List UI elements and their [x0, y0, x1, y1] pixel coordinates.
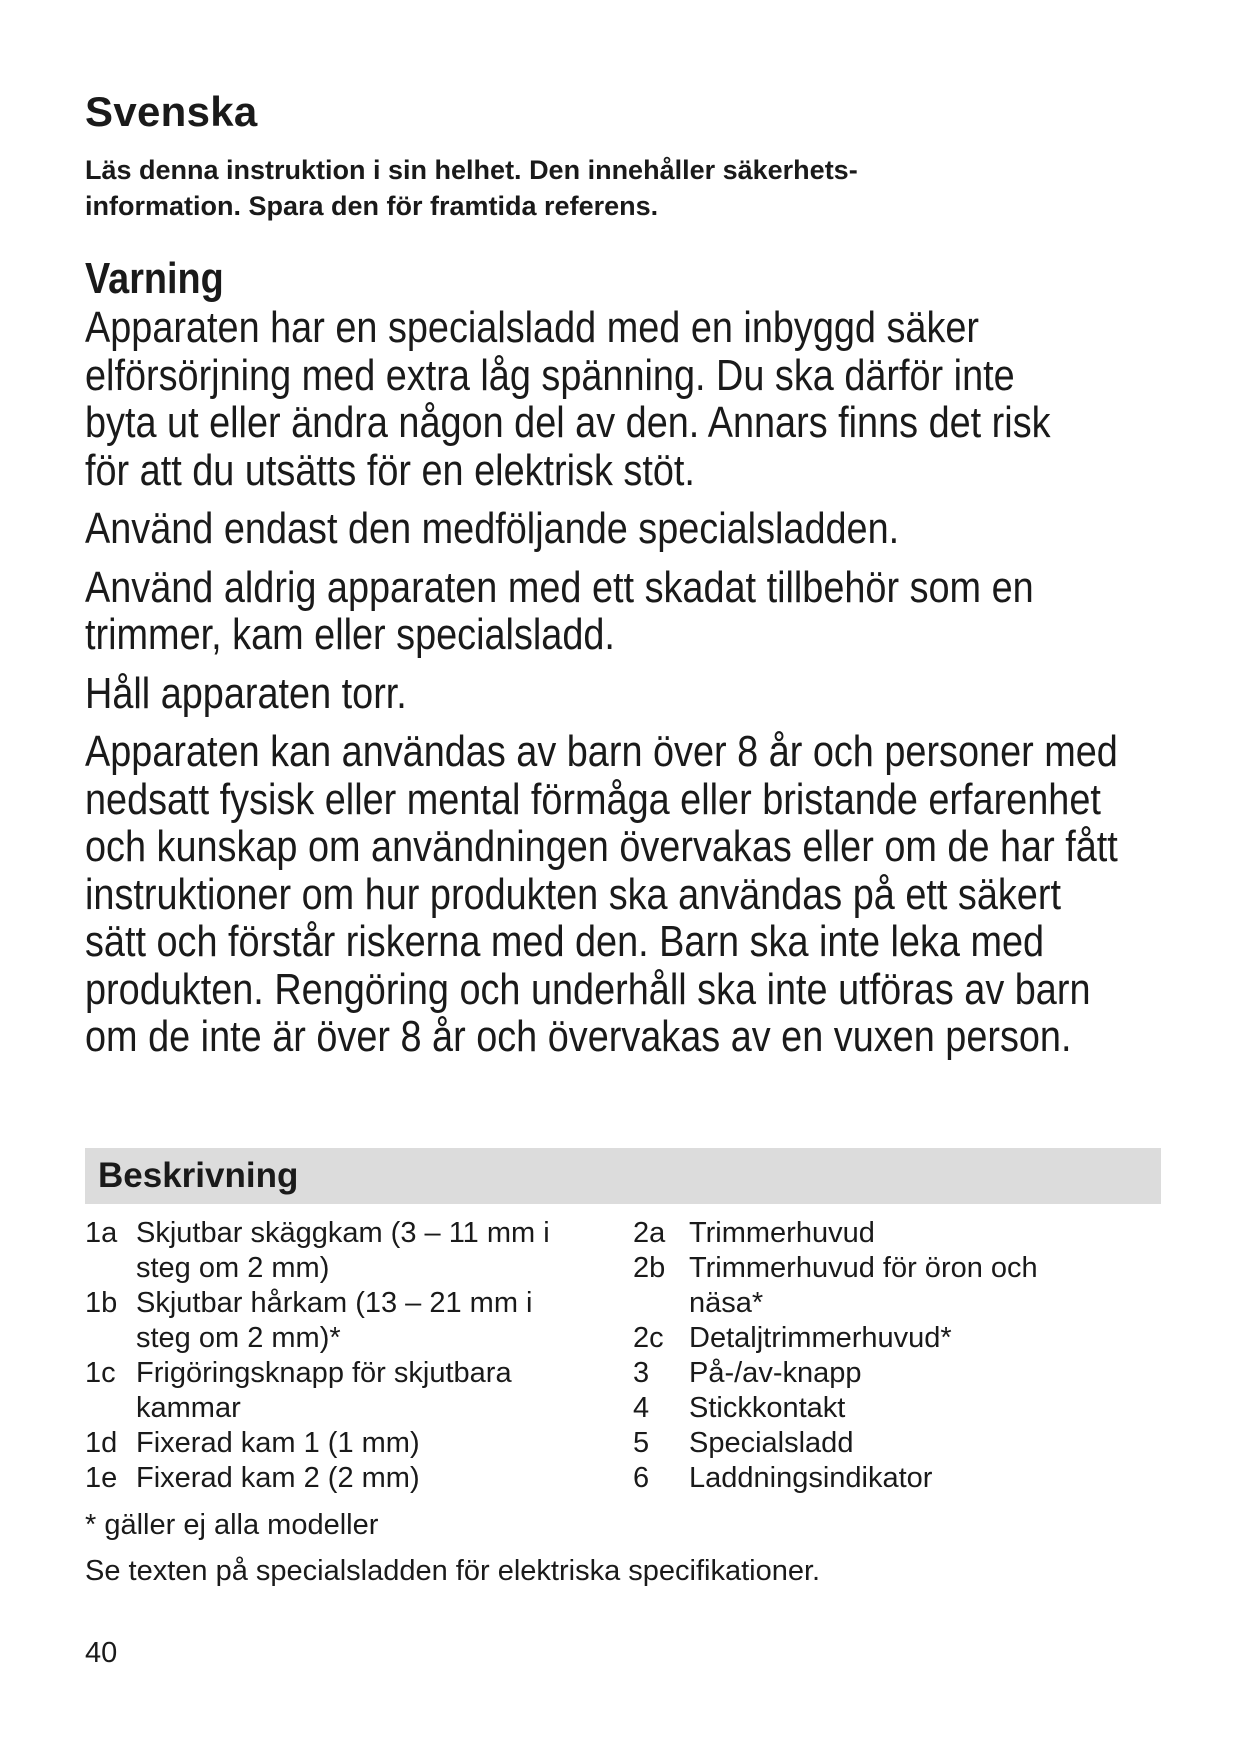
warning-paragraph-only-supplied-cord: Använd endast den medföljande specialsladden.	[85, 504, 900, 553]
part-number: 4	[633, 1392, 650, 1424]
warning-section	[85, 254, 1175, 1072]
part-item	[633, 1321, 1173, 1356]
electrical-spec-note: Se texten på specialsladden för elektriska specifikationer.	[85, 1555, 821, 1587]
warning-paragraph-cord: Apparaten har en specialsladd med en inbyggd säker elförsörjning med extra låg spänning. Du ska därför inte byta ut eller ändra någon del av den. Annars finns det risk för att du utsätts för en elektrisk stöt.	[85, 303, 1051, 495]
part-label: Laddningsindikator	[689, 1462, 933, 1494]
part-number: 6	[633, 1462, 650, 1494]
part-label: Specialsladd	[689, 1427, 854, 1459]
description-header-bar	[85, 1148, 1161, 1204]
language-title: Svenska	[85, 88, 258, 135]
part-number: 1a	[85, 1217, 118, 1249]
part-item	[633, 1251, 1173, 1321]
part-item	[633, 1391, 1173, 1426]
part-number: 1d	[85, 1427, 118, 1459]
part-item	[633, 1356, 1173, 1391]
part-item	[85, 1426, 605, 1461]
part-item	[85, 1356, 605, 1426]
part-label: Trimmerhuvud	[689, 1217, 875, 1249]
part-item	[633, 1426, 1173, 1461]
parts-column-right	[633, 1216, 1173, 1496]
part-number: 2b	[633, 1252, 666, 1284]
part-label: Fixerad kam 1 (1 mm)	[136, 1427, 420, 1459]
footnote: * gäller ej alla modeller	[85, 1509, 379, 1541]
part-number: 1b	[85, 1287, 118, 1319]
part-number: 3	[633, 1357, 650, 1389]
part-label: Frigöringsknapp för skjutbara kammar	[136, 1357, 512, 1424]
part-item	[633, 1461, 1173, 1496]
part-number: 2c	[633, 1322, 664, 1354]
part-number: 2a	[633, 1217, 666, 1249]
part-label: Skjutbar skäggkam (3 – 11 mm i steg om 2 mm)	[136, 1217, 550, 1284]
parts-column-left	[85, 1216, 605, 1496]
part-number: 5	[633, 1427, 650, 1459]
page-number: 40	[85, 1637, 118, 1669]
part-label: På-/av-knapp	[689, 1357, 862, 1389]
part-number: 1c	[85, 1357, 116, 1389]
description-heading: Beskrivning	[98, 1156, 299, 1195]
warning-paragraph-children: Apparaten kan användas av barn över 8 år och personer med nedsatt fysisk eller mental förmåga eller bristande erfarenhet och kunskap om användningen övervakas eller om de har fått instruktioner om hur produkten ska användas på ett säkert sätt och förstår riskerna med den. Barn ska inte leka med produkten. Rengöring och underhåll ska inte utföras av barn om de inte är över 8 år och övervakas av en vuxen person.	[85, 727, 1118, 1061]
part-item	[85, 1461, 605, 1496]
part-label: Detaljtrimmerhuvud*	[689, 1322, 952, 1354]
part-label: Trimmerhuvud för öron och näsa*	[689, 1252, 1038, 1319]
intro-line: Läs denna instruktion i sin helhet. Den innehåller säkerhets- information. Spara den för framtida referens.	[85, 155, 858, 221]
warning-paragraph-damaged-accessory: Använd aldrig apparaten med ett skadat tillbehör som en trimmer, kam eller specialsladd.	[85, 562, 1034, 659]
part-item	[85, 1216, 605, 1286]
warning-paragraph-keep-dry: Håll apparaten torr.	[85, 668, 407, 718]
part-label: Stickkontakt	[689, 1392, 846, 1424]
part-label: Fixerad kam 2 (2 mm)	[136, 1462, 420, 1494]
part-item	[633, 1216, 1173, 1251]
part-number: 1e	[85, 1462, 118, 1494]
part-item	[85, 1286, 605, 1356]
warning-heading: Varning	[85, 254, 224, 303]
intro-text	[85, 152, 1085, 224]
part-label: Skjutbar hårkam (13 – 21 mm i steg om 2 mm)*	[136, 1287, 533, 1354]
